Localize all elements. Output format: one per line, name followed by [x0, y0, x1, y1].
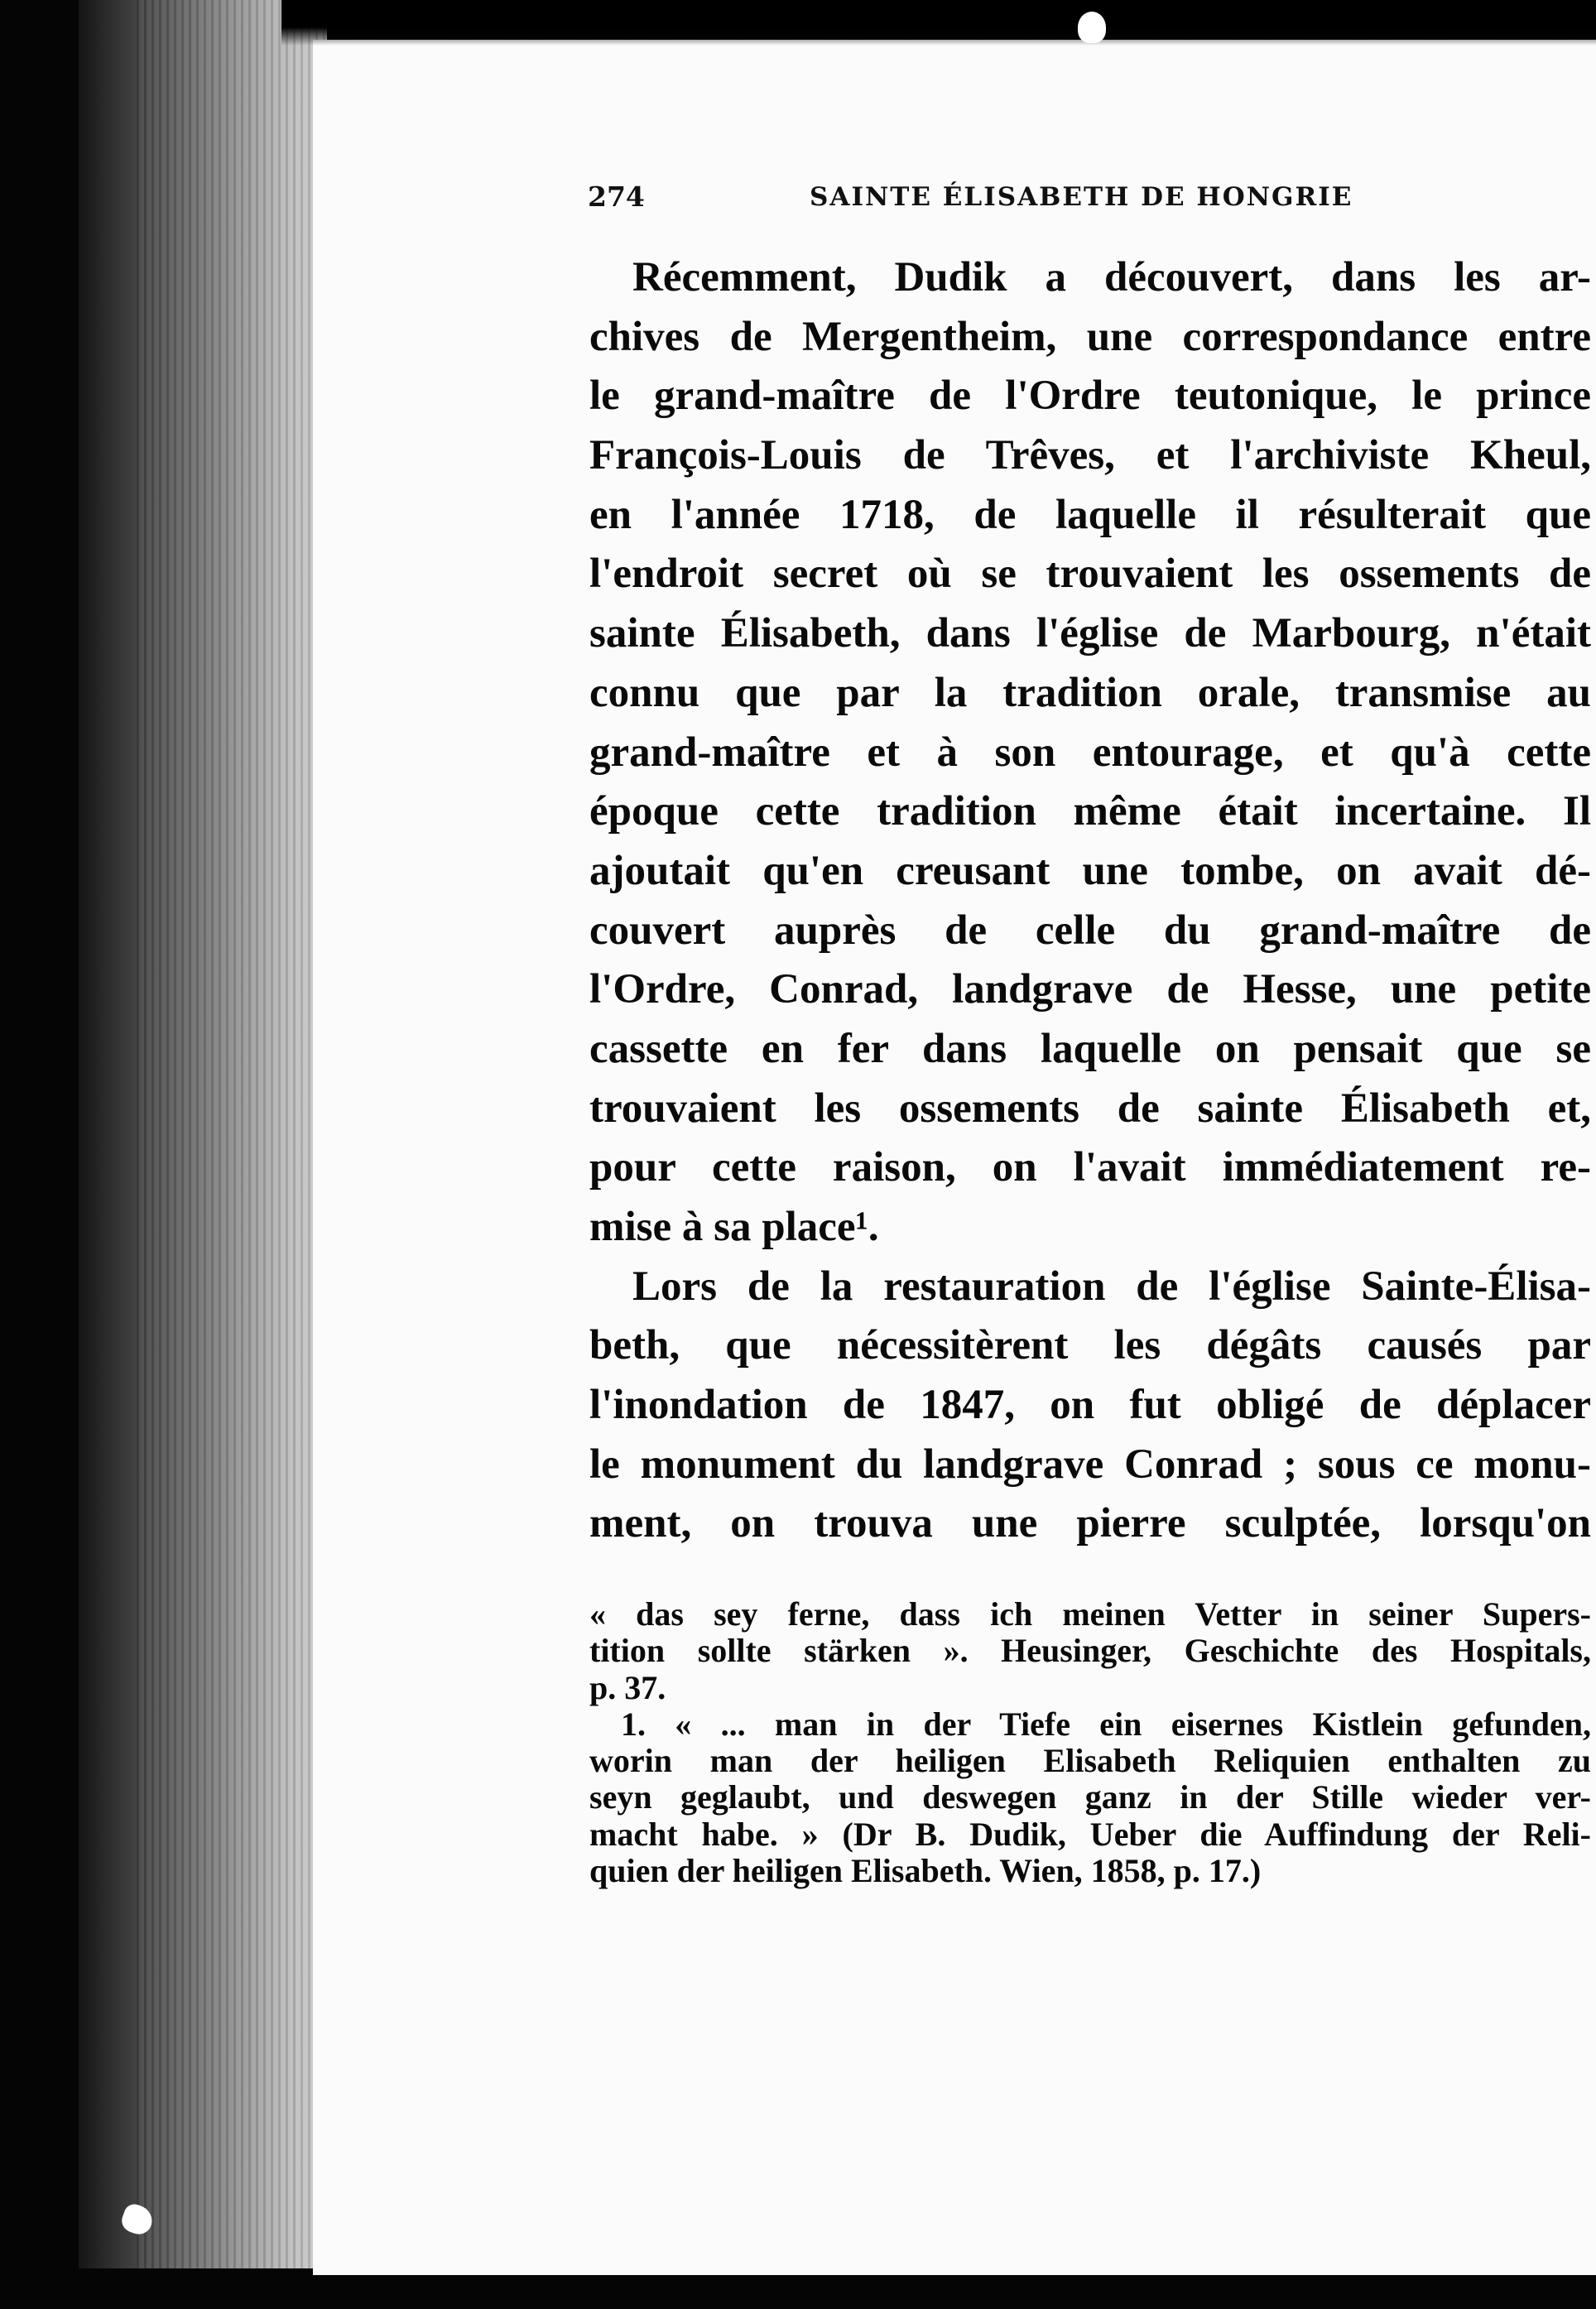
body-line: cassette en fer dans laquelle on pensait que se	[589, 1025, 1591, 1072]
page-top-shadow	[281, 0, 1596, 46]
footnote-line: quien der heiligen Elisabeth. Wien, 1858, p. 17.)	[589, 1853, 1262, 1890]
body-line: l'inondation de 1847, on fut obligé de déplacer	[589, 1382, 1591, 1429]
footnote-line: tition sollte stärken ». Heusinger, Geschichte des Hospitals,	[589, 1633, 1591, 1670]
body-line: l'endroit secret où se trouvaient les ossements de	[589, 551, 1591, 598]
body-line: pour cette raison, on l'avait immédiatement re-	[589, 1144, 1591, 1191]
body-line: Lors de la restauration de l'église Sainte-Élisa-	[632, 1263, 1591, 1310]
running-header	[588, 180, 1596, 227]
body-line: ajoutait qu'en creusant une tombe, on avait dé-	[589, 847, 1591, 894]
body-text	[589, 248, 1591, 1554]
body-line: Récemment, Dudik a découvert, dans les ar-	[632, 254, 1591, 301]
footnote-line: p. 37.	[589, 1669, 666, 1706]
footnote-line: worin man der heiligen Elisabeth Reliquien enthalten zu	[589, 1743, 1591, 1780]
body-line: sainte Élisabeth, dans l'église de Marbourg, n'était	[589, 610, 1591, 657]
footnote-line: seyn geglaubt, und deswegen ganz in der Stille wieder ver-	[589, 1779, 1591, 1816]
page-edges	[137, 0, 327, 2268]
body-line: François-Louis de Trêves, et l'archiviste Kheul,	[589, 432, 1591, 479]
body-line: grand-maître et à son entourage, et qu'à cette	[589, 729, 1591, 776]
body-line: l'Ordre, Conrad, landgrave de Hesse, une petite	[589, 966, 1591, 1013]
body-line: le monument du landgrave Conrad ; sous ce monu-	[589, 1441, 1591, 1488]
body-line: mise à sa place¹.	[589, 1204, 879, 1250]
body-line: connu que par la tradition orale, transmise au	[589, 669, 1591, 716]
body-line: le grand-maître de l'Ordre teutonique, le prince	[589, 373, 1591, 420]
body-line: ment, on trouva une pierre sculptée, lorsqu'on	[589, 1500, 1591, 1547]
body-line: trouvaient les ossements de sainte Élisabeth et,	[589, 1085, 1591, 1132]
page-number: 274	[588, 180, 645, 213]
body-line: beth, que nécessitèrent les dégâts causés par	[589, 1322, 1591, 1369]
scan-artifact-top	[1078, 12, 1106, 43]
body-line: chives de Mergentheim, une correspondance entre	[589, 313, 1591, 360]
footnote-line: 1. « ... man in der Tiefe ein eisernes Kistlein gefunden,	[621, 1705, 1591, 1743]
body-line: époque cette tradition même était incertaine. Il	[589, 788, 1591, 835]
running-title: SAINTE ÉLISABETH DE HONGRIE	[810, 182, 1353, 212]
body-line: couvert auprès de celle du grand-maître de	[589, 907, 1591, 954]
footnote-line: macht habe. » (Dr B. Dudik, Ueber die Auffindung der Reli-	[589, 1816, 1591, 1853]
body-line: en l'année 1718, de laquelle il résulterait que	[589, 491, 1591, 538]
footnote-line: « das sey ferne, dass ich meinen Vetter in seiner Supers-	[589, 1596, 1591, 1633]
footnotes	[589, 1596, 1591, 1889]
